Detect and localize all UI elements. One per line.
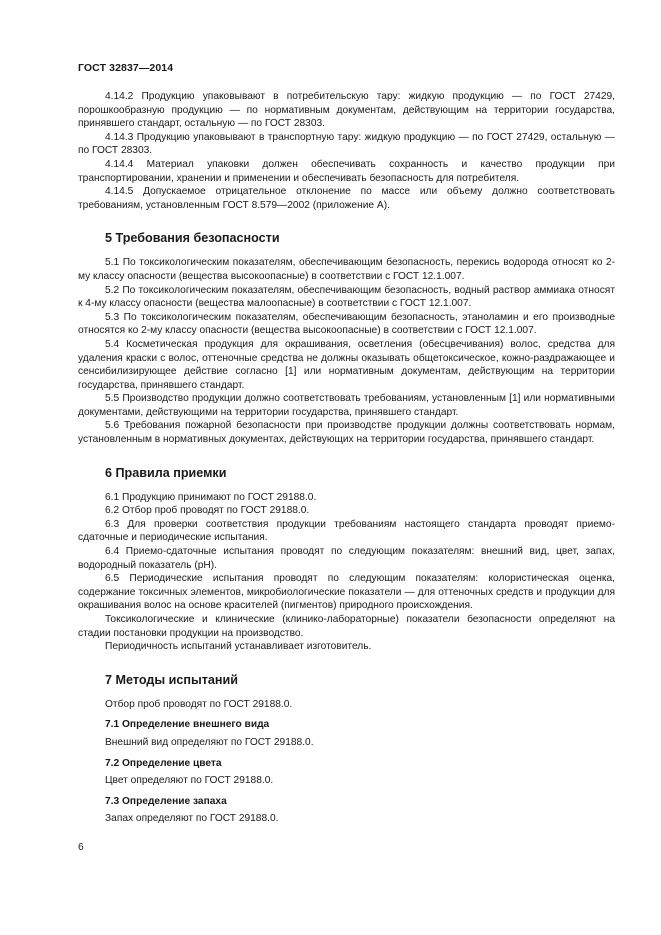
section-7-title: 7 Методы испытаний <box>105 672 238 687</box>
subsection-7-3-title: 7.3 Определение запаха <box>105 795 227 807</box>
paragraph-6-3: 6.3 Для проверки соответствия продукции требованиям настоящего стандарта проводят приемо-сдаточные и периодические испытания. <box>78 518 615 544</box>
subsection-7-2-title: 7.2 Определение цвета <box>105 757 222 769</box>
section-6-title: 6 Правила приемки <box>105 465 227 480</box>
paragraph-4-14-3: 4.14.3 Продукцию упаковывают в транспортную тару: жидкую продукцию — по ГОСТ 27429, остальную — по ГОСТ 28303. <box>78 131 615 157</box>
paragraph-7-3: Запах определяют по ГОСТ 29188.0. <box>105 813 279 825</box>
paragraph-5-4: 5.4 Косметическая продукция для окрашивания, осветления (обесцвечивания) волос, средства для удаления краски с волос, оттеночные средства не должны оказывать общетоксическое, кожно-раздражающее и сенсибилизирующее действие согласно [1] или нормативным документам, действующим на территории государства, принявшего стандарт. <box>78 338 615 391</box>
paragraph-6-toxicology: Токсикологические и клинические (клинико-лабораторные) показатели безопасности определяют на стадии постановки продукции на производство. <box>78 614 615 639</box>
section-5-title: 5 Требования безопасности <box>105 231 280 246</box>
paragraph-4-14-2: 4.14.2 Продукцию упаковывают в потребительскую тару: жидкую продукцию — по ГОСТ 27429, порошкообразную продукцию — по нормативным документам, действующим на территории государства, принявшего стандарт, остальную — по ГОСТ 28303. <box>78 91 615 130</box>
page-header-standard: ГОСТ 32837—2014 <box>78 62 174 74</box>
paragraph-6-2: 6.2 Отбор проб проводят по ГОСТ 29188.0. <box>105 505 310 517</box>
paragraph-5-3: 5.3 По токсикологическим показателям, обеспечивающим безопасность, этаноламин и его производные относятся ко 2-му классу опасности (вещества высокоопасные) в соответствии с ГОСТ 12.1.007. <box>78 311 615 337</box>
paragraph-5-1: 5.1 По токсикологическим показателям, обеспечивающим безопасность, перекись водорода относят ко 2-му классу опасности (вещества высокоопасные) в соответствии с ГОСТ 12.1.007. <box>78 257 615 282</box>
paragraph-7-1: Внешний вид определяют по ГОСТ 29188.0. <box>105 736 314 748</box>
paragraph-7-intro: Отбор проб проводят по ГОСТ 29188.0. <box>105 698 293 710</box>
paragraph-5-2: 5.2 По токсикологическим показателям, обеспечивающим безопасность, водный раствор аммиака относят к 4-му классу опасности (вещества малоопасные) в соответствии с ГОСТ 12.1.007. <box>78 284 615 310</box>
paragraph-5-6: 5.6 Требования пожарной безопасности при производстве продукции должны соответствовать нормам, установленным в нормативных документах, действующих на территории государства, принявшего стандарт. <box>78 420 615 446</box>
paragraph-6-periodicity: Периодичность испытаний устанавливает изготовитель. <box>105 641 372 653</box>
paragraph-5-5: 5.5 Производство продукции должно соответствовать требованиям, установленным [1] или нормативными документами, действующими на территории государства, принявшего стандарт. <box>78 393 615 418</box>
paragraph-7-2: Цвет определяют по ГОСТ 29188.0. <box>105 775 274 787</box>
page-content <box>78 90 615 826</box>
page-number: 6 <box>78 842 84 853</box>
paragraph-4-14-4: 4.14.4 Материал упаковки должен обеспечивать сохранность и качество продукции при транспортировании, хранении и применении и обеспечивать безопасность для потребителя. <box>78 158 615 184</box>
paragraph-6-5: 6.5 Периодические испытания проводят по следующим показателям: колористическая оценка, содержание токсичных элементов, микробиологические показатели — для оттеночных средств и продукции для окрашивания волос на основе красителей (пигментов) природного происхождения. <box>78 573 615 612</box>
paragraph-4-14-5: 4.14.5 Допускаемое отрицательное отклонение по массе или объему должно соответствовать требованиям, установленным ГОСТ 8.579—2002 (приложение А). <box>78 186 615 211</box>
paragraph-6-1: 6.1 Продукцию принимают по ГОСТ 29188.0. <box>105 491 317 503</box>
subsection-7-1-title: 7.1 Определение внешнего вида <box>105 719 270 731</box>
paragraph-6-4: 6.4 Приемо-сдаточные испытания проводят по следующим показателям: внешний вид, цвет, запах, водородный показатель (pH). <box>78 546 615 571</box>
